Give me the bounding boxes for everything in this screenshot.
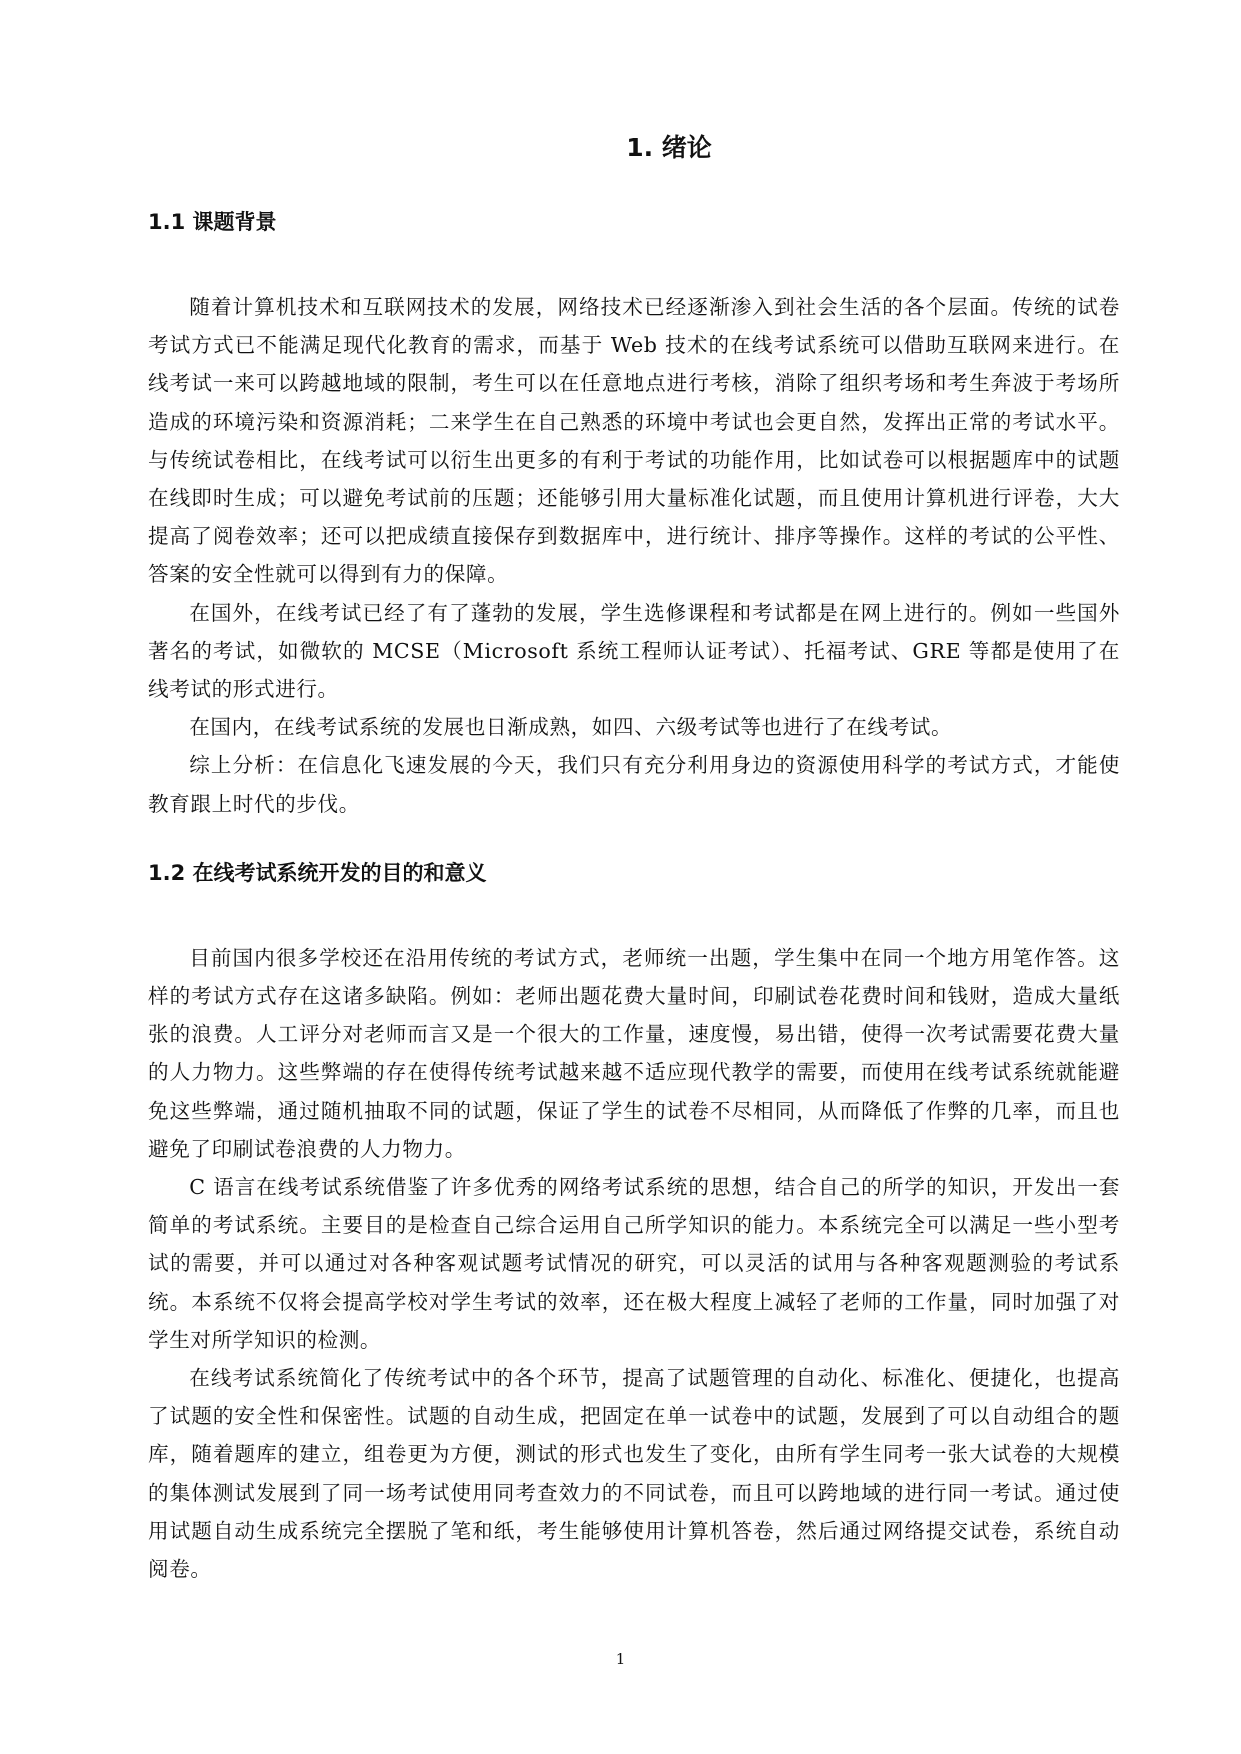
section-heading-background: 1.1 课题背景 xyxy=(148,210,277,234)
page-number: 1 xyxy=(615,1650,626,1668)
body-paragraph: 在线考试系统简化了传统考试中的各个环节，提高了试题管理的自动化、标准化、便捷化，也提高了试题的安全性和保密性。试题的自动生成，把固定在单一试卷中的试题，发展到了可以自动组合的题库，随着题库的建立，组卷更为方便，测试的形式也发生了变化，由所有学生同考一张大试卷的大规模的集体测试发展到了同一场考试使用同考查效力的不同试卷，而且可以跨地域的进行同一考试。通过使用试题自动生成系统完全摆脱了笔和纸，考生能够使用计算机答卷，然后通过网络提交试卷，系统自动阅卷。 xyxy=(148,1366,1120,1582)
body-paragraph: C 语言在线考试系统借鉴了许多优秀的网络考试系统的思想，结合自己的所学的知识，开发出一套简单的考试系统。主要目的是检查自己综合运用自己所学知识的能力。本系统完全可以满足一些小型考试的需要，并可以通过对各种客观试题考试情况的研究，可以灵活的试用与各种客观题测验的考试系统。本系统不仅将会提高学校对学生考试的效率，还在极大程度上减轻了老师的工作量，同时加强了对学生对所学知识的检测。 xyxy=(148,1175,1120,1352)
page-content xyxy=(148,128,1120,1588)
body-paragraph: 综上分析：在信息化飞速发展的今天，我们只有充分利用身边的资源使用科学的考试方式，才能使教育跟上时代的步伐。 xyxy=(148,753,1120,816)
body-paragraph: 在国外，在线考试已经了有了蓬勃的发展，学生选修课程和考试都是在网上进行的。例如一些国外著名的考试，如微软的 MCSE（Microsoft 系统工程师认证考试）、托福考试、GRE 等都是使用了在线考试的形式进行。 xyxy=(148,600,1120,702)
body-paragraph: 在国内，在线考试系统的发展也日渐成熟，如四、六级考试等也进行了在线考试。 xyxy=(189,715,953,740)
body-paragraph: 目前国内很多学校还在沿用传统的考试方式，老师统一出题，学生集中在同一个地方用笔作答。这样的考试方式存在这诸多缺陷。例如：老师出题花费大量时间，印刷试卷花费时间和钱财，造成大量纸张的浪费。人工评分对老师而言又是一个很大的工作量，速度慢，易出错，使得一次考试需要花费大量的人力物力。这些弊端的存在使得传统考试越来越不适应现代教学的需要，而使用在线考试系统就能避免这些弊端，通过随机抽取不同的试题，保证了学生的试卷不尽相同，从而降低了作弊的几率，而且也避免了印刷试卷浪费的人力物力。 xyxy=(148,945,1120,1161)
chapter-title: 1. 绪论 xyxy=(626,133,712,162)
section-heading-purpose: 1.2 在线考试系统开发的目的和意义 xyxy=(148,860,487,885)
body-paragraph: 随着计算机技术和互联网技术的发展，网络技术已经逐渐渗入到社会生活的各个层面。传统的试卷考试方式已不能满足现代化教育的需求，而基于 Web 技术的在线考试系统可以借助互联网来进行。在线考试一来可以跨越地域的限制，考生可以在任意地点进行考核，消除了组织考场和考生奔波于考场所造成的环境污染和资源消耗；二来学生在自己熟悉的环境中考试也会更自然，发挥出正常的考试水平。与传统试卷相比，在线考试可以衍生出更多的有利于考试的功能作用，比如试卷可以根据题库中的试题在线即时生成；可以避免考试前的压题；还能够引用大量标准化试题，而且使用计算机进行评卷，大大提高了阅卷效率；还可以把成绩直接保存到数据库中，进行统计、排序等操作。这样的考试的公平性、答案的安全性就可以得到有力的保障。 xyxy=(148,295,1120,587)
